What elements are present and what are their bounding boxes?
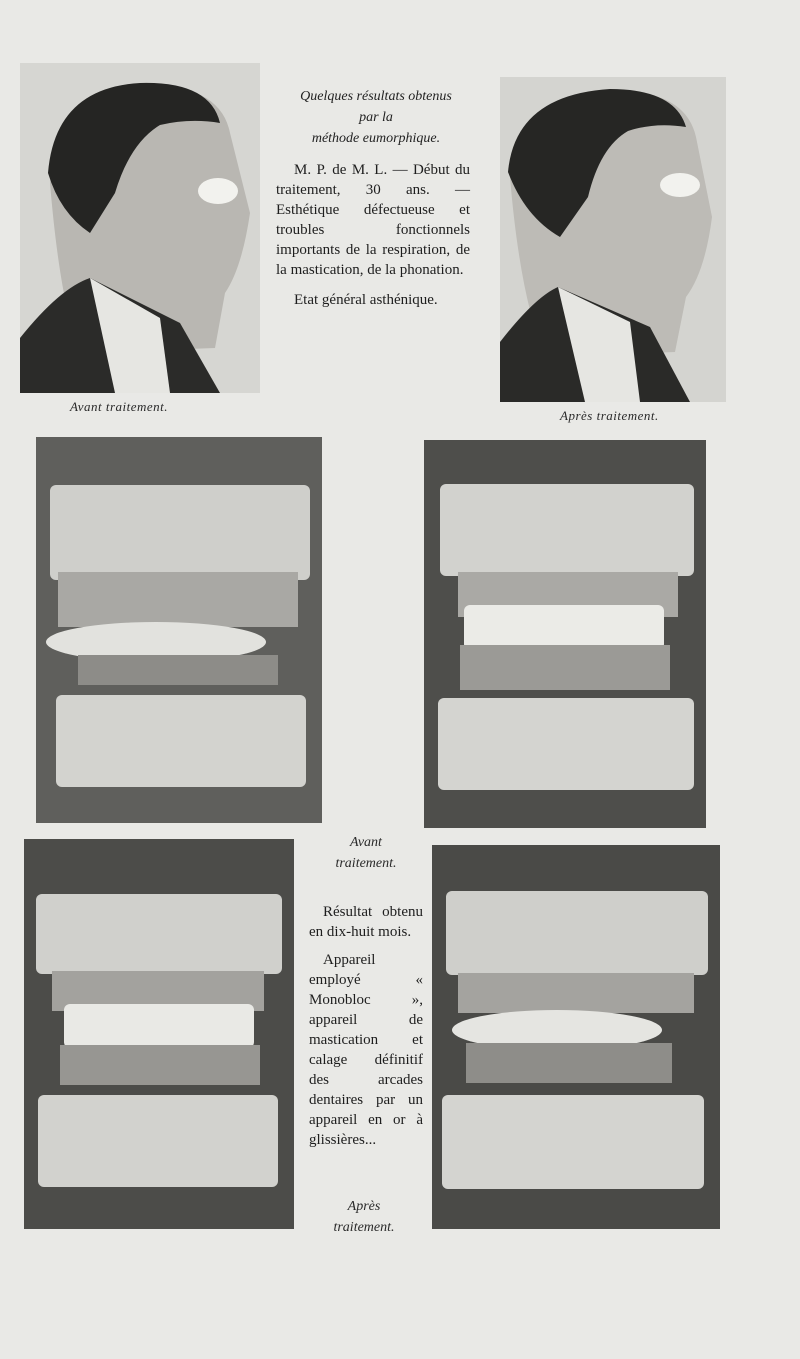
cast-after-front-photo	[424, 440, 706, 828]
cast-before-front-photo	[36, 437, 322, 823]
description-paragraph-2: Etat général asthénique.	[294, 292, 438, 308]
caption-after-portrait: Après traitement.	[560, 408, 659, 423]
portrait-after-photo	[500, 77, 726, 402]
cast-after-left-photo	[24, 839, 294, 1229]
result-paragraph-1: Résultat obtenu en dix-huit mois.	[309, 904, 423, 940]
title-line-2: par la	[359, 110, 393, 125]
title-line-3: méthode eumorphique.	[311, 131, 441, 146]
caption-before-casts-line-2: traitement.	[335, 856, 397, 871]
caption-before-casts	[320, 832, 412, 874]
title-line-1: Quelques résultats obtenus	[300, 89, 452, 104]
caption-after-casts	[316, 1196, 412, 1238]
caption-before-portrait: Avant traitement.	[70, 399, 169, 414]
result-paragraph-2: Appareil employé « Monobloc », appareil de mastication et calage définitif des arcades dentaires par un appareil en or à glissières...	[309, 952, 423, 1148]
cast-before-right-photo	[432, 845, 720, 1229]
case-description	[276, 160, 470, 320]
caption-after-casts-line-2: traitement.	[333, 1220, 395, 1235]
portrait-before-photo	[20, 63, 260, 393]
caption-before-casts-line-1: Avant	[350, 835, 382, 850]
description-paragraph-1: M. P. de M. L. — Début du traitement, 30 ans. — Esthétique défectueuse et troubles fonctionnels importants de la respiration, de la mastication, de la phonation.	[276, 162, 470, 278]
page-title	[276, 86, 476, 149]
result-text	[309, 902, 423, 1158]
caption-after-casts-line-1: Après	[347, 1199, 381, 1214]
